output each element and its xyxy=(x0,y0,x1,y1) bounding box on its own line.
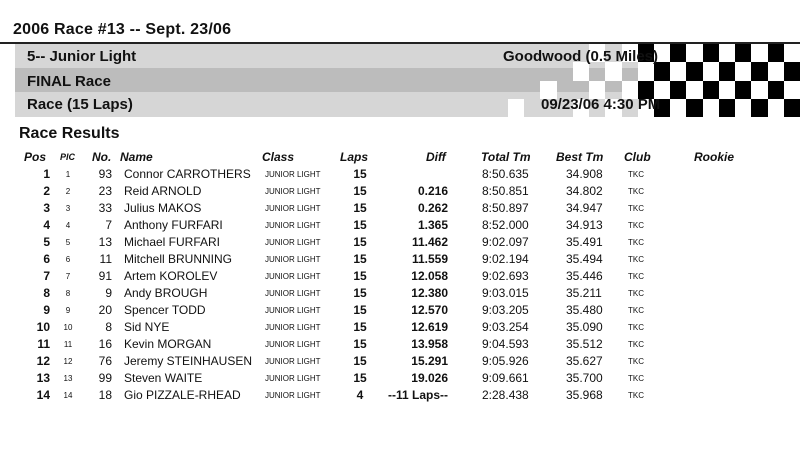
laps-cell: 15 xyxy=(353,201,367,215)
driver-name-cell: Anthony FURFARI xyxy=(124,218,223,232)
diff-cell: --11 Laps-- xyxy=(387,388,448,402)
table-row xyxy=(0,301,800,318)
club-cell: TKC xyxy=(628,357,644,366)
laps-cell: 15 xyxy=(353,218,367,232)
club-cell: TKC xyxy=(628,323,644,332)
race-header-panel xyxy=(15,44,800,117)
event-name: 5-- Junior Light xyxy=(27,48,137,65)
session-name: FINAL Race xyxy=(27,73,111,90)
pic-cell: 8 xyxy=(65,289,71,298)
class-cell: JUNIOR LIGHT xyxy=(265,238,321,247)
flag-square xyxy=(784,62,800,80)
flag-square xyxy=(686,62,702,80)
kart-number-cell: 33 xyxy=(98,201,112,215)
position-cell: 12 xyxy=(36,354,50,368)
best-time-cell: 35.494 xyxy=(566,252,603,266)
kart-number-cell: 20 xyxy=(98,303,112,317)
best-time-cell: 35.491 xyxy=(566,235,603,249)
flag-square xyxy=(703,81,719,99)
flag-square xyxy=(670,62,686,80)
pic-cell: 2 xyxy=(65,187,71,196)
club-cell: TKC xyxy=(628,272,644,281)
col-header-best: Best Tm xyxy=(556,150,604,164)
best-time-cell: 35.480 xyxy=(566,303,603,317)
pic-cell: 4 xyxy=(65,221,71,230)
flag-square xyxy=(524,81,540,99)
club-cell: TKC xyxy=(628,340,644,349)
kart-number-cell: 76 xyxy=(98,354,112,368)
best-time-cell: 35.627 xyxy=(566,354,603,368)
best-time-cell: 34.947 xyxy=(566,201,603,215)
col-header-class: Class xyxy=(262,150,295,164)
track-location: Goodwood (0.5 Miles) xyxy=(503,48,659,65)
laps-cell: 15 xyxy=(353,235,367,249)
flag-square xyxy=(735,44,751,62)
total-time-cell: 9:03.015 xyxy=(482,286,529,300)
diff-cell: 1.365 xyxy=(417,218,448,232)
table-row xyxy=(0,335,800,352)
position-cell: 8 xyxy=(43,286,50,300)
laps-cell: 15 xyxy=(353,371,367,385)
laps-cell: 15 xyxy=(353,252,367,266)
class-cell: JUNIOR LIGHT xyxy=(265,374,321,383)
flag-square xyxy=(508,81,524,99)
total-time-cell: 8:50.635 xyxy=(482,167,529,181)
laps-cell: 15 xyxy=(353,354,367,368)
flag-square xyxy=(686,44,702,62)
col-header-club: Club xyxy=(624,150,651,164)
position-cell: 10 xyxy=(36,320,50,334)
club-cell: TKC xyxy=(628,306,644,315)
pic-cell: 10 xyxy=(63,323,73,332)
club-cell: TKC xyxy=(628,170,644,179)
driver-name-cell: Connor CARROTHERS xyxy=(124,167,251,181)
best-time-cell: 35.090 xyxy=(566,320,603,334)
laps-cell: 15 xyxy=(353,269,367,283)
col-header-rookie: Rookie xyxy=(694,150,735,164)
kart-number-cell: 93 xyxy=(98,167,112,181)
table-row xyxy=(0,165,800,182)
flag-square xyxy=(686,81,702,99)
flag-square xyxy=(508,99,524,117)
flag-square xyxy=(768,62,784,80)
best-time-cell: 34.802 xyxy=(566,184,603,198)
col-header-diff: Diff xyxy=(426,150,446,164)
class-cell: JUNIOR LIGHT xyxy=(265,323,321,332)
pic-cell: 12 xyxy=(63,357,73,366)
pic-cell: 9 xyxy=(65,306,71,315)
total-time-cell: 9:02.097 xyxy=(482,235,529,249)
flag-square xyxy=(670,99,686,117)
club-cell: TKC xyxy=(628,289,644,298)
class-cell: JUNIOR LIGHT xyxy=(265,340,321,349)
diff-cell: 15.291 xyxy=(411,354,448,368)
position-cell: 13 xyxy=(36,371,50,385)
flag-square xyxy=(735,81,751,99)
best-time-cell: 35.968 xyxy=(566,388,603,402)
class-cell: JUNIOR LIGHT xyxy=(265,170,321,179)
kart-number-cell: 18 xyxy=(98,388,112,402)
driver-name-cell: Julius MAKOS xyxy=(124,201,202,215)
total-time-cell: 8:52.000 xyxy=(482,218,529,232)
laps-cell: 15 xyxy=(353,337,367,351)
table-row xyxy=(0,233,800,250)
driver-name-cell: Michael FURFARI xyxy=(124,235,221,249)
kart-number-cell: 8 xyxy=(105,320,112,334)
pic-cell: 1 xyxy=(65,170,71,179)
class-cell: JUNIOR LIGHT xyxy=(265,391,321,400)
club-cell: TKC xyxy=(628,374,644,383)
class-cell: JUNIOR LIGHT xyxy=(265,306,321,315)
kart-number-cell: 16 xyxy=(98,337,112,351)
laps-cell: 15 xyxy=(353,320,367,334)
driver-name-cell: Sid NYE xyxy=(124,320,170,334)
pic-cell: 3 xyxy=(65,204,71,213)
best-time-cell: 35.211 xyxy=(566,286,602,300)
total-time-cell: 8:50.897 xyxy=(482,201,529,215)
driver-name-cell: Steven WAITE xyxy=(124,371,203,385)
total-time-cell: 8:50.851 xyxy=(482,184,529,198)
laps-cell: 15 xyxy=(353,167,367,181)
driver-name-cell: Reid ARNOLD xyxy=(124,184,202,198)
best-time-cell: 35.700 xyxy=(566,371,603,385)
flag-square xyxy=(784,44,800,62)
position-cell: 5 xyxy=(43,235,50,249)
flag-square xyxy=(719,62,735,80)
driver-name-cell: Mitchell BRUNNING xyxy=(124,252,233,266)
col-header-laps: Laps xyxy=(340,150,369,164)
table-row xyxy=(0,250,800,267)
kart-number-cell: 91 xyxy=(98,269,112,283)
kart-number-cell: 9 xyxy=(105,286,112,300)
flag-square xyxy=(670,44,686,62)
pic-cell: 6 xyxy=(65,255,71,264)
class-cell: JUNIOR LIGHT xyxy=(265,221,321,230)
club-cell: TKC xyxy=(628,255,644,264)
class-cell: JUNIOR LIGHT xyxy=(265,289,321,298)
driver-name-cell: Kevin MORGAN xyxy=(124,337,212,351)
total-time-cell: 9:03.205 xyxy=(482,303,529,317)
flag-square xyxy=(751,99,767,117)
position-cell: 3 xyxy=(43,201,50,215)
diff-cell: 12.619 xyxy=(411,320,448,334)
table-row xyxy=(0,199,800,216)
diff-cell: 0.262 xyxy=(417,201,448,215)
col-header-pic: PIC xyxy=(60,152,76,162)
flag-square xyxy=(670,81,686,99)
laps-cell: 15 xyxy=(353,286,367,300)
position-cell: 7 xyxy=(43,269,50,283)
laps-cell: 15 xyxy=(353,303,367,317)
flag-square xyxy=(735,99,751,117)
driver-name-cell: Spencer TODD xyxy=(124,303,206,317)
diff-cell: 0.216 xyxy=(417,184,448,198)
position-cell: 11 xyxy=(37,337,50,351)
class-cell: JUNIOR LIGHT xyxy=(265,187,321,196)
flag-square xyxy=(751,44,767,62)
race-datetime: 09/23/06 4:30 PM xyxy=(541,96,661,113)
club-cell: TKC xyxy=(628,391,644,400)
position-cell: 14 xyxy=(36,388,50,402)
pic-cell: 13 xyxy=(63,374,73,383)
diff-cell: 11.559 xyxy=(411,252,448,266)
class-cell: JUNIOR LIGHT xyxy=(265,357,321,366)
flag-square xyxy=(751,81,767,99)
position-cell: 9 xyxy=(43,303,50,317)
kart-number-cell: 99 xyxy=(98,371,112,385)
laps-cell: 4 xyxy=(356,388,364,402)
pic-cell: 5 xyxy=(65,238,71,247)
flag-square xyxy=(719,44,735,62)
table-row xyxy=(0,182,800,199)
flag-square xyxy=(524,99,540,117)
flag-square xyxy=(768,44,784,62)
pic-cell: 11 xyxy=(63,340,73,349)
total-time-cell: 9:04.593 xyxy=(482,337,529,351)
table-row xyxy=(0,386,800,403)
table-row xyxy=(0,369,800,386)
col-header-no: No. xyxy=(92,150,112,164)
race-laps: Race (15 Laps) xyxy=(27,96,133,113)
driver-name-cell: Andy BROUGH xyxy=(124,286,208,300)
club-cell: TKC xyxy=(628,187,644,196)
col-header-total: Total Tm xyxy=(481,150,531,164)
total-time-cell: 9:05.926 xyxy=(482,354,529,368)
results-heading: Race Results xyxy=(19,125,120,142)
best-time-cell: 35.512 xyxy=(566,337,603,351)
flag-square xyxy=(703,44,719,62)
diff-cell: 12.380 xyxy=(411,286,448,300)
flag-square xyxy=(686,99,702,117)
table-row xyxy=(0,318,800,335)
best-time-cell: 34.908 xyxy=(566,167,603,181)
class-cell: JUNIOR LIGHT xyxy=(265,204,321,213)
table-row xyxy=(0,216,800,233)
flag-square xyxy=(784,81,800,99)
driver-name-cell: Gio PIZZALE-RHEAD xyxy=(124,388,241,402)
flag-square xyxy=(703,62,719,80)
class-cell: JUNIOR LIGHT xyxy=(265,255,321,264)
total-time-cell: 2:28.438 xyxy=(482,388,529,402)
total-time-cell: 9:09.661 xyxy=(482,371,529,385)
col-header-name: Name xyxy=(120,150,153,164)
table-row xyxy=(0,267,800,284)
document-title: 2006 Race #13 -- Sept. 23/06 xyxy=(13,21,232,38)
flag-square xyxy=(768,81,784,99)
flag-square xyxy=(751,62,767,80)
club-cell: TKC xyxy=(628,204,644,213)
flag-square xyxy=(784,99,800,117)
total-time-cell: 9:02.693 xyxy=(482,269,529,283)
table-row xyxy=(0,352,800,369)
diff-cell: 12.570 xyxy=(411,303,448,317)
diff-cell: 12.058 xyxy=(411,269,448,283)
driver-name-cell: Artem KOROLEV xyxy=(124,269,218,283)
position-cell: 6 xyxy=(43,252,50,266)
kart-number-cell: 23 xyxy=(98,184,112,198)
laps-cell: 15 xyxy=(353,184,367,198)
flag-square xyxy=(735,62,751,80)
club-cell: TKC xyxy=(628,238,644,247)
flag-square xyxy=(719,99,735,117)
kart-number-cell: 7 xyxy=(105,218,112,232)
flag-square xyxy=(719,81,735,99)
position-cell: 2 xyxy=(43,184,50,198)
kart-number-cell: 11 xyxy=(99,252,112,266)
diff-cell: 11.462 xyxy=(411,235,448,249)
position-cell: 4 xyxy=(43,218,50,232)
club-cell: TKC xyxy=(628,221,644,230)
class-cell: JUNIOR LIGHT xyxy=(265,272,321,281)
pic-cell: 14 xyxy=(63,391,73,400)
diff-cell: 19.026 xyxy=(411,371,448,385)
total-time-cell: 9:02.194 xyxy=(482,252,529,266)
driver-name-cell: Jeremy STEINHAUSEN xyxy=(124,354,253,368)
table-row xyxy=(0,284,800,301)
col-header-pos: Pos xyxy=(24,150,47,164)
flag-square xyxy=(703,99,719,117)
kart-number-cell: 13 xyxy=(98,235,112,249)
total-time-cell: 9:03.254 xyxy=(482,320,529,334)
pic-cell: 7 xyxy=(65,272,71,281)
best-time-cell: 35.446 xyxy=(566,269,603,283)
best-time-cell: 34.913 xyxy=(566,218,603,232)
position-cell: 1 xyxy=(43,167,50,181)
diff-cell: 13.958 xyxy=(411,337,448,351)
flag-square xyxy=(768,99,784,117)
